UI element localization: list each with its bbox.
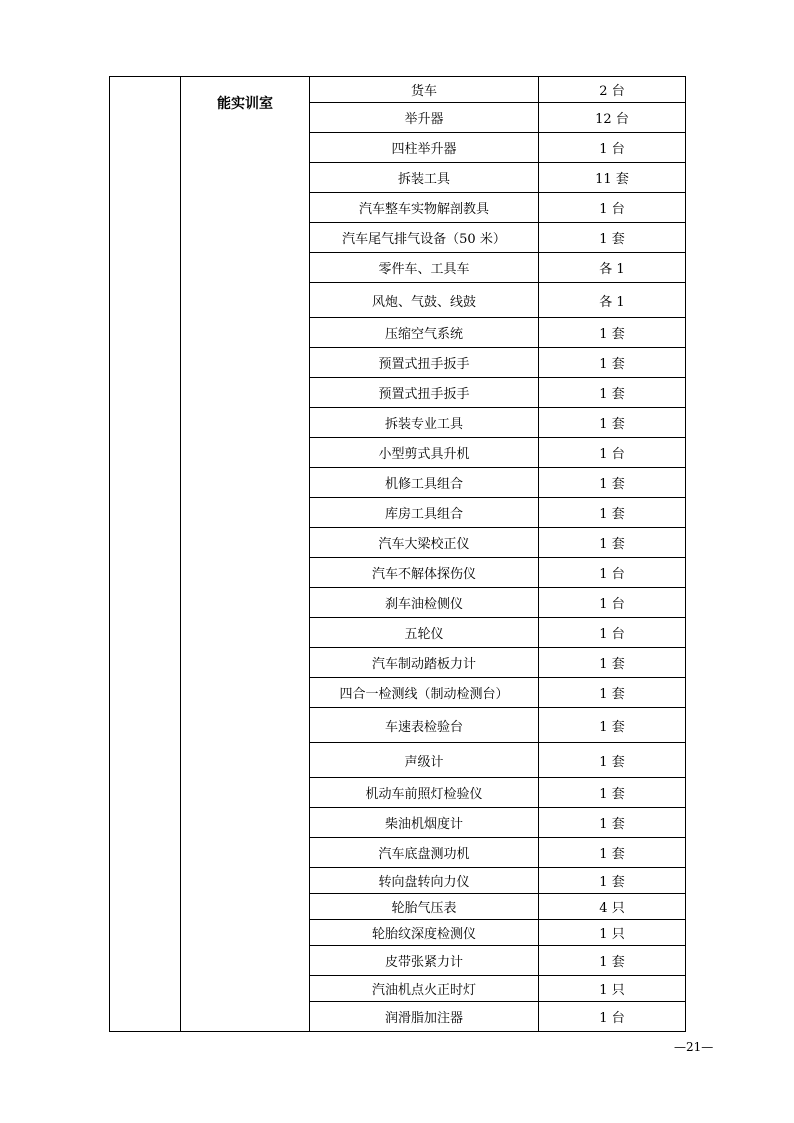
equipment-name: 转向盘转向力仪 (310, 868, 539, 894)
equipment-name: 零件车、工具车 (310, 253, 539, 283)
equipment-qty: 1 套 (539, 868, 686, 894)
equipment-qty: 12 台 (539, 103, 686, 133)
equipment-qty: 1 套 (539, 318, 686, 348)
equipment-name: 机修工具组合 (310, 468, 539, 498)
equipment-qty: 1 套 (539, 778, 686, 808)
room-label-cell: 能实训室 (181, 77, 310, 1032)
equipment-name: 刹车油检侧仪 (310, 588, 539, 618)
equipment-qty: 1 台 (539, 558, 686, 588)
equipment-name: 轮胎纹深度检测仪 (310, 920, 539, 946)
equipment-name: 货车 (310, 77, 539, 103)
equipment-qty: 1 台 (539, 438, 686, 468)
equipment-qty: 1 套 (539, 528, 686, 558)
equipment-name: 汽车大梁校正仪 (310, 528, 539, 558)
equipment-qty: 4 只 (539, 894, 686, 920)
equipment-name: 汽车尾气排气设备（50 米） (310, 223, 539, 253)
equipment-qty: 2 台 (539, 77, 686, 103)
equipment-qty: 1 只 (539, 976, 686, 1002)
equipment-name: 汽车整车实物解剖教具 (310, 193, 539, 223)
equipment-name: 五轮仪 (310, 618, 539, 648)
equipment-qty: 1 台 (539, 588, 686, 618)
equipment-name: 汽油机点火正时灯 (310, 976, 539, 1002)
equipment-name: 预置式扭手扳手 (310, 348, 539, 378)
equipment-qty: 1 套 (539, 946, 686, 976)
page-number: —21— (674, 1040, 714, 1054)
equipment-qty: 各 1 (539, 253, 686, 283)
equipment-qty: 1 套 (539, 838, 686, 868)
equipment-name: 举升器 (310, 103, 539, 133)
equipment-name: 皮带张紧力计 (310, 946, 539, 976)
equipment-name: 压缩空气系统 (310, 318, 539, 348)
equipment-qty: 1 套 (539, 498, 686, 528)
equipment-name: 四柱举升器 (310, 133, 539, 163)
equipment-name: 风炮、气鼓、线鼓 (310, 283, 539, 318)
equipment-qty: 1 套 (539, 708, 686, 743)
equipment-name: 拆装专业工具 (310, 408, 539, 438)
table-row (110, 77, 686, 103)
equipment-qty: 1 台 (539, 1002, 686, 1032)
equipment-qty: 各 1 (539, 283, 686, 318)
equipment-name: 汽车底盘测功机 (310, 838, 539, 868)
equipment-name: 声级计 (310, 743, 539, 778)
equipment-qty: 1 只 (539, 920, 686, 946)
equipment-name: 预置式扭手扳手 (310, 378, 539, 408)
equipment-name: 拆装工具 (310, 163, 539, 193)
equipment-qty: 1 台 (539, 193, 686, 223)
equipment-qty: 1 套 (539, 348, 686, 378)
equipment-qty: 1 台 (539, 133, 686, 163)
equipment-name: 柴油机烟度计 (310, 808, 539, 838)
equipment-qty: 1 套 (539, 678, 686, 708)
blank-column-cell (110, 77, 181, 1032)
equipment-name: 机动车前照灯检验仪 (310, 778, 539, 808)
equipment-qty: 1 套 (539, 648, 686, 678)
equipment-qty: 1 台 (539, 618, 686, 648)
equipment-qty: 1 套 (539, 808, 686, 838)
equipment-qty: 1 套 (539, 468, 686, 498)
equipment-name: 汽车不解体探伤仪 (310, 558, 539, 588)
equipment-name: 库房工具组合 (310, 498, 539, 528)
equipment-qty: 11 套 (539, 163, 686, 193)
equipment-name: 小型剪式具升机 (310, 438, 539, 468)
equipment-name: 轮胎气压表 (310, 894, 539, 920)
equipment-name: 车速表检验台 (310, 708, 539, 743)
equipment-qty: 1 套 (539, 378, 686, 408)
equipment-name: 润滑脂加注器 (310, 1002, 539, 1032)
equipment-name: 四合一检测线（制动检测台） (310, 678, 539, 708)
equipment-qty: 1 套 (539, 408, 686, 438)
equipment-table-body (110, 77, 686, 1032)
equipment-name: 汽车制动踏板力计 (310, 648, 539, 678)
equipment-table (109, 76, 686, 1032)
equipment-qty: 1 套 (539, 743, 686, 778)
equipment-qty: 1 套 (539, 223, 686, 253)
